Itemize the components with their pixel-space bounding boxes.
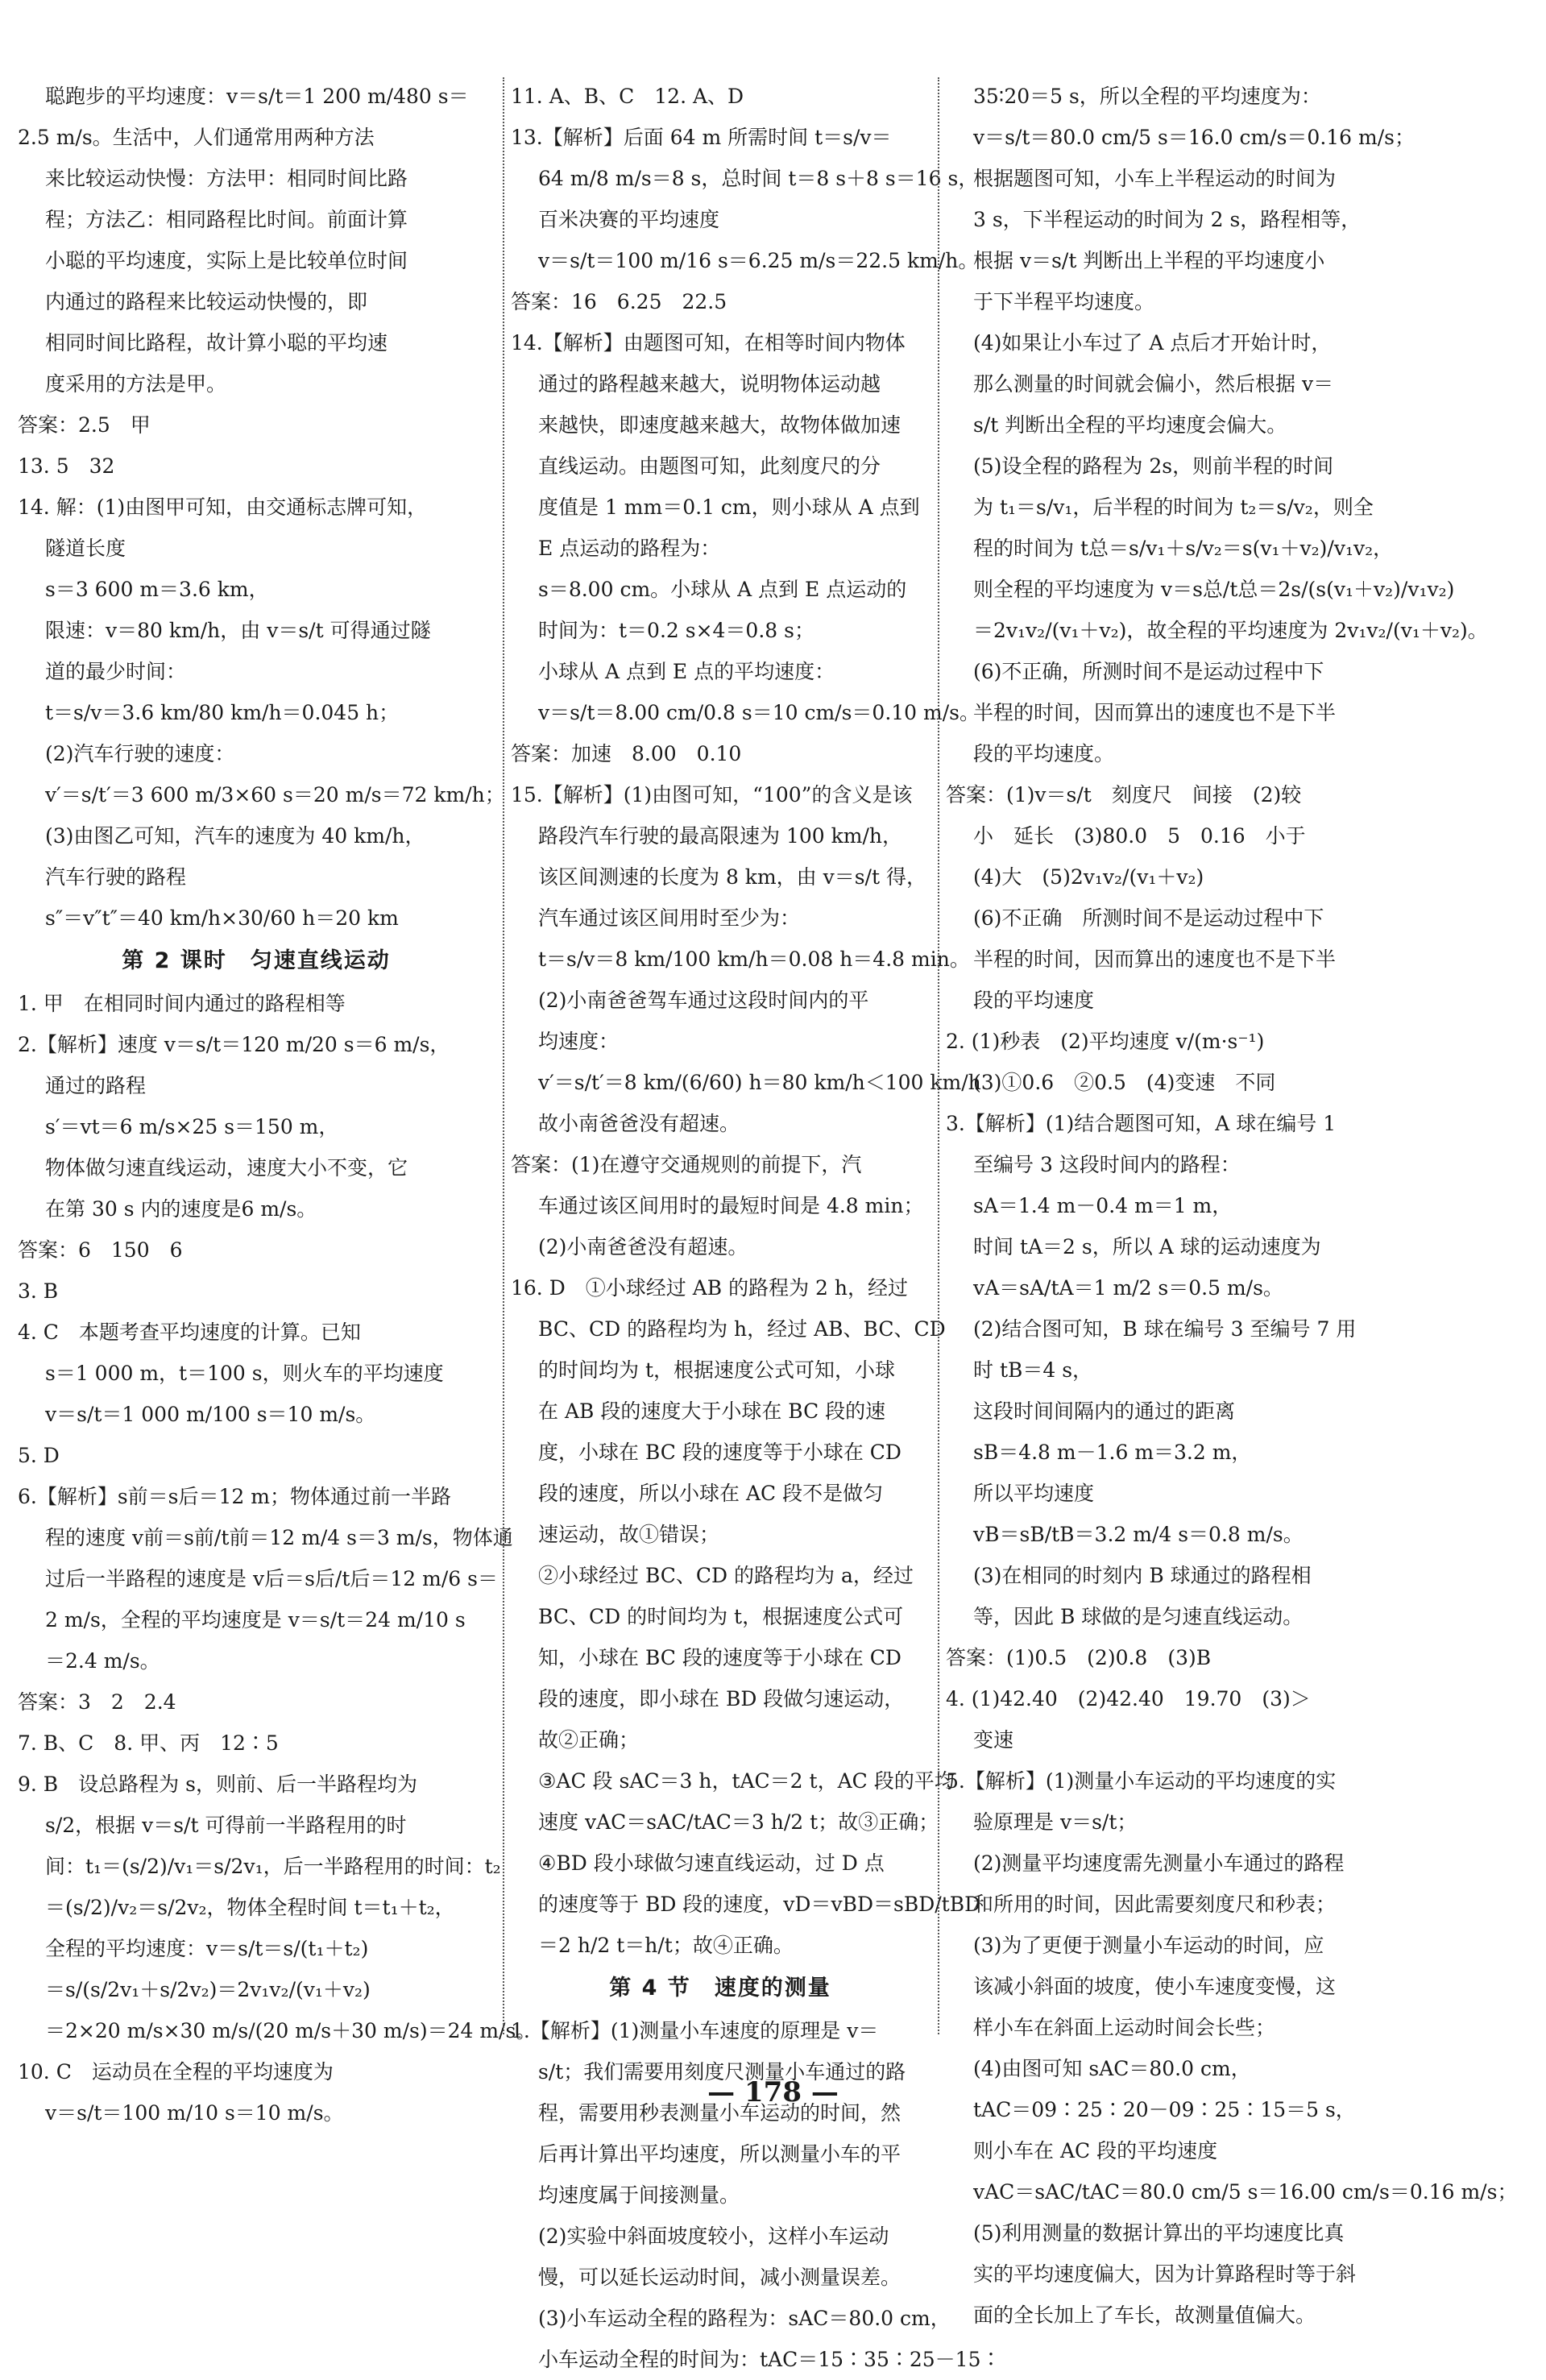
- text-line: 车通过该区间用时的最短时间是 4.8 min；: [538, 1194, 924, 1217]
- text-line: 相同时间比路程，故计算小聪的平均速: [45, 331, 388, 355]
- text-line: t＝s/v＝8 km/100 km/h＝0.08 h＝4.8 min。: [538, 947, 970, 971]
- page-number: — 178 —: [707, 2076, 839, 2108]
- text-line: 实的平均速度偏大，因为计算路程时等于斜: [973, 2262, 1357, 2286]
- text-line: vAC＝sAC/tAC＝80.0 cm/5 s＝16.00 cm/s＝0.16 m/s；: [973, 2180, 1518, 2204]
- text-line: s＝1 000 m，t＝100 s，则火车的平均速度: [45, 1362, 444, 1385]
- text-line: v＝s/t＝1 000 m/100 s＝10 m/s。: [45, 1403, 376, 1426]
- answer-line: 答案：(1)0.5 (2)0.8 (3)B: [946, 1646, 1212, 1669]
- text-line: 路段汽车行驶的最高限速为 100 km/h，: [538, 824, 902, 848]
- text-line: 程的时间为 t总＝s/v₁＋s/v₂＝s(v₁＋v₂)/v₁v₂，: [973, 537, 1394, 560]
- text-line: tAC＝09∶25∶20－09∶25∶15＝5 s，: [973, 2098, 1356, 2121]
- text-line: 10. C 运动员在全程的平均速度为: [18, 2060, 334, 2084]
- answer-line: 答案：3 2 2.4: [18, 1690, 176, 1714]
- text-line: v＝s/t＝8.00 cm/0.8 s＝10 cm/s＝0.10 m/s。: [538, 701, 980, 724]
- text-line: 该减小斜面的坡度，使小车速度变慢，这: [973, 1975, 1337, 1998]
- text-line: 根据题图可知，小车上半程运动的时间为: [973, 167, 1337, 190]
- text-line: 汽车行驶的路程: [45, 865, 187, 889]
- section-heading: 第 4 节 速度的测量: [609, 1976, 831, 2001]
- text-line: 的时间均为 t，根据速度公式可知，小球: [538, 1358, 895, 1382]
- text-line: 的速度等于 BD 段的速度，vD＝vBD＝sBD/tBD: [538, 1893, 981, 1916]
- text-line: 64 m/8 m/s＝8 s，总时间 t＝8 s＋8 s＝16 s，: [538, 167, 979, 190]
- text-line: 百米决赛的平均速度: [538, 208, 720, 231]
- text-line: 根据 v＝s/t 判断出上半程的平均速度小: [973, 249, 1325, 272]
- text-line: 段的平均速度: [973, 989, 1095, 1012]
- text-line: v＝s/t＝100 m/16 s＝6.25 m/s＝22.5 km/h。: [538, 249, 979, 272]
- text-line: s′＝vt＝6 m/s×25 s＝150 m，: [45, 1115, 339, 1138]
- text-line: (5)设全程的路程为 2s，则前半程的时间: [973, 454, 1334, 478]
- text-line: 聪跑步的平均速度：v＝s/t＝1 200 m/480 s＝: [45, 85, 469, 108]
- text-line: 慢，可以延长运动时间，减小测量误差。: [538, 2266, 901, 2289]
- text-line: 9. B 设总路程为 s，则前、后一半路程均为: [18, 1773, 417, 1796]
- answer-line: 答案：16 6.25 22.5: [511, 290, 727, 313]
- text-line: (4)大 (5)2v₁v₂/(v₁＋v₂): [973, 865, 1204, 889]
- text-line: 13. 5 32: [18, 454, 115, 478]
- text-line: 在第 30 s 内的速度是6 m/s。: [45, 1197, 317, 1221]
- text-line: 35∶20＝5 s，所以全程的平均速度为：: [973, 85, 1321, 108]
- text-line: 验原理是 v＝s/t；: [973, 1810, 1138, 1834]
- text-line: v＝s/t＝100 m/10 s＝10 m/s。: [45, 2101, 344, 2125]
- text-line: (4)如果让小车过了 A 点后才开始计时，: [973, 331, 1332, 355]
- text-line: (6)不正确 所测时间不是运动过程中下: [973, 906, 1324, 930]
- text-line: (2)小南爸爸驾车通过这段时间内的平: [538, 989, 869, 1012]
- text-line: 知，小球在 BC 段的速度等于小球在 CD: [538, 1646, 901, 1669]
- text-line: 程；方法乙：相同路程比时间。前面计算: [45, 208, 408, 231]
- text-line: 时 tB＝4 s，: [973, 1358, 1093, 1382]
- text-line: 面的全长加上了车长，故测量值偏大。: [973, 2303, 1316, 2327]
- text-line: 13.【解析】后面 64 m 所需时间 t＝s/v＝: [511, 126, 892, 149]
- text-line: (3)由图乙可知，汽车的速度为 40 km/h，: [45, 824, 425, 848]
- text-line: 4. (1)42.40 (2)42.40 19.70 (3)＞: [946, 1687, 1311, 1710]
- text-line: 时间 tA＝2 s，所以 A 球的运动速度为: [973, 1235, 1321, 1258]
- text-line: 度，小球在 BC 段的速度等于小球在 CD: [538, 1441, 901, 1464]
- answer-line: 答案：(1)v＝s/t 刻度尺 间接 (2)较: [946, 783, 1302, 806]
- text-line: 5.【解析】(1)测量小车运动的平均速度的实: [946, 1769, 1337, 1793]
- text-line: 汽车通过该区间用时至少为：: [538, 906, 801, 930]
- text-line: BC、CD 的时间均为 t，根据速度公式可: [538, 1605, 904, 1628]
- text-line: (3)在相同的时刻内 B 球通过的路程相: [973, 1564, 1312, 1587]
- text-line: sB＝4.8 m－1.6 m＝3.2 m，: [973, 1441, 1252, 1464]
- text-line: E 点运动的路程为：: [538, 537, 721, 560]
- column-divider: [503, 77, 504, 2034]
- text-line: 段的速度，所以小球在 AC 段不是做匀: [538, 1482, 884, 1505]
- text-line: 速度 vAC＝sAC/tAC＝3 h/2 t；故③正确；: [538, 1810, 939, 1834]
- text-line: 3.【解析】(1)结合题图可知，A 球在编号 1: [946, 1112, 1337, 1135]
- text-line: 道的最少时间：: [45, 660, 187, 683]
- text-line: 内通过的路程来比较运动快慢的，即: [45, 290, 368, 313]
- text-line: t＝s/v＝3.6 km/80 km/h＝0.045 h；: [45, 701, 400, 724]
- text-line: 和所用的时间，因此需要刻度尺和秒表；: [973, 1893, 1337, 1916]
- text-line: 2.【解析】速度 v＝s/t＝120 m/20 s＝6 m/s，: [18, 1033, 450, 1056]
- text-line: s/t；我们需要用刻度尺测量小车通过的路: [538, 2060, 906, 2084]
- text-line: 半程的时间，因而算出的速度也不是下半: [973, 701, 1337, 724]
- text-line: 6.【解析】s前＝s后＝12 m；物体通过前一半路: [18, 1485, 451, 1508]
- text-line: 14. 解：(1)由图甲可知，由交通标志牌可知，: [18, 495, 428, 519]
- text-line: (2)结合图可知，B 球在编号 3 至编号 7 用: [973, 1317, 1357, 1341]
- text-line: ＝2.4 m/s。: [45, 1649, 160, 1673]
- text-line: ＝2×20 m/s×30 m/s/(20 m/s＋30 m/s)＝24 m/s。: [45, 2019, 537, 2042]
- text-line: 小聪的平均速度，实际上是比较单位时间: [45, 249, 408, 272]
- text-line: 至编号 3 这段时间内的路程：: [973, 1153, 1241, 1176]
- text-line: s＝8.00 cm。小球从 A 点到 E 点运动的: [538, 578, 907, 601]
- text-line: 小球从 A 点到 E 点的平均速度：: [538, 660, 835, 683]
- text-line: (3)为了更便于测量小车运动的时间，应: [973, 1934, 1324, 1957]
- text-line: s″＝v″t″＝40 km/h×30/60 h＝20 km: [45, 906, 399, 930]
- text-line: 于下半程平均速度。: [973, 290, 1155, 313]
- text-line: 直线运动。由题图可知，此刻度尺的分: [538, 454, 881, 478]
- text-line: 为 t₁＝s/v₁，后半程的时间为 t₂＝s/v₂，则全: [973, 495, 1374, 519]
- text-line: ＝(s/2)/v₂＝s/2v₂，物体全程时间 t＝t₁＋t₂，: [45, 1896, 455, 1919]
- text-line: 14.【解析】由题图可知，在相等时间内物体: [511, 331, 906, 355]
- text-line: 段的速度，即小球在 BD 段做匀速运动，: [538, 1687, 905, 1710]
- text-line: 在 AB 段的速度大于小球在 BC 段的速: [538, 1399, 886, 1423]
- text-line: ＝2v₁v₂/(v₁＋v₂)，故全程的平均速度为 2v₁v₂/(v₁＋v₂)。: [973, 619, 1488, 642]
- text-line: 均速度：: [538, 1030, 620, 1053]
- text-line: 则小车在 AC 段的平均速度: [973, 2139, 1218, 2162]
- text-line: 均速度属于间接测量。: [538, 2183, 740, 2207]
- text-line: v′＝s/t′＝3 600 m/3×60 s＝20 m/s＝72 km/h；: [45, 783, 505, 806]
- text-line: 半程的时间，因而算出的速度也不是下半: [973, 947, 1337, 971]
- text-line: 通过的路程: [45, 1074, 147, 1097]
- text-line: 小车运动全程的时间为：tAC＝15∶35∶25－15∶: [538, 2348, 1001, 2371]
- text-line: s＝3 600 m＝3.6 km，: [45, 578, 269, 601]
- text-line: (5)利用测量的数据计算出的平均速度比真: [973, 2221, 1345, 2245]
- answer-line: 答案：加速 8.00 0.10: [511, 742, 742, 765]
- column-right: [946, 76, 1518, 2327]
- text-line: 时间为：t＝0.2 s×4＝0.8 s；: [538, 619, 814, 642]
- text-line: 那么测量的时间就会偏小，然后根据 v＝: [973, 372, 1334, 396]
- text-line: 11. A、B、C 12. A、D: [511, 85, 744, 108]
- text-line: 过后一半路程的速度是 v后＝s后/t后＝12 m/6 s＝: [45, 1567, 498, 1590]
- text-line: 2. (1)秒表 (2)平均速度 v/(m·s⁻¹): [946, 1030, 1265, 1053]
- text-line: 2.5 m/s。生活中，人们通常用两种方法: [18, 126, 375, 149]
- text-line: 样小车在斜面上运动时间会长些；: [973, 2016, 1276, 2039]
- text-line: 这段时间间隔内的通过的距离: [973, 1399, 1236, 1423]
- text-line: sA＝1.4 m－0.4 m＝1 m，: [973, 1194, 1233, 1217]
- text-line: v＝s/t＝80.0 cm/5 s＝16.0 cm/s＝0.16 m/s；: [973, 126, 1415, 149]
- text-line: vB＝sB/tB＝3.2 m/4 s＝0.8 m/s。: [973, 1523, 1304, 1546]
- text-line: 后再计算出平均速度，所以测量小车的平: [538, 2142, 901, 2166]
- text-line: 间：t₁＝(s/2)/v₁＝s/2v₁，后一半路程用的时间：t₂: [45, 1855, 501, 1878]
- text-line: (3)小车运动全程的路程为：sAC＝80.0 cm，: [538, 2307, 951, 2330]
- answer-line: 答案：6 150 6: [18, 1238, 183, 1262]
- text-line: vA＝sA/tA＝1 m/2 s＝0.5 m/s。: [973, 1276, 1283, 1300]
- text-line: 段的平均速度。: [973, 742, 1115, 765]
- text-line: ③AC 段 sAC＝3 h，tAC＝2 t，AC 段的平均: [538, 1769, 955, 1793]
- text-line: s/t 判断出全程的平均速度会偏大。: [973, 413, 1287, 437]
- text-line: 小 延长 (3)80.0 5 0.16 小于: [973, 824, 1306, 848]
- text-line: BC、CD 的路程均为 h，经过 AB、BC、CD: [538, 1317, 946, 1341]
- text-line: ④BD 段小球做匀速直线运动，过 D 点: [538, 1851, 885, 1875]
- text-line: 1.【解析】(1)测量小车速度的原理是 v＝: [511, 2019, 879, 2042]
- text-line: 限速：v＝80 km/h，由 v＝s/t 可得通过隧: [45, 619, 431, 642]
- section-heading: 第 2 课时 匀速直线运动: [122, 948, 391, 973]
- text-line: (2)汽车行驶的速度：: [45, 742, 235, 765]
- text-line: 变速: [973, 1728, 1014, 1752]
- text-line: 该区间测速的长度为 8 km，由 v＝s/t 得，: [538, 865, 926, 889]
- text-line: 3. B: [18, 1279, 59, 1303]
- text-line: 所以平均速度: [973, 1482, 1095, 1505]
- text-line: 15.【解析】(1)由图可知，“100”的含义是该: [511, 783, 913, 806]
- text-line: 通过的路程越来越大，说明物体运动越: [538, 372, 881, 396]
- column-divider: [938, 77, 939, 2034]
- text-line: (4)由图可知 sAC＝80.0 cm，: [973, 2057, 1251, 2080]
- text-line: 物体做匀速直线运动，速度大小不变，它: [45, 1156, 408, 1180]
- text-line: (2)小南爸爸没有超速。: [538, 1235, 748, 1258]
- text-line: (2)实验中斜面坡度较小，这样小车运动: [538, 2225, 889, 2248]
- answer-line: 答案：(1)在遵守交通规则的前提下，汽: [511, 1153, 862, 1176]
- text-line: ＝2 h/2 t＝h/t；故④正确。: [538, 1934, 794, 1957]
- text-line: 16. D ①小球经过 AB 的路程为 2 h，经过: [511, 1276, 908, 1300]
- text-line: 4. C 本题考查平均速度的计算。已知: [18, 1321, 361, 1344]
- text-line: 来比较运动快慢：方法甲：相同时间比路: [45, 167, 408, 190]
- text-line: (2)测量平均速度需先测量小车通过的路程: [973, 1851, 1345, 1875]
- text-line: 隧道长度: [45, 537, 126, 560]
- text-line: 速运动，故①错误；: [538, 1523, 720, 1546]
- text-line: 度值是 1 mm＝0.1 cm，则小球从 A 点到: [538, 495, 920, 519]
- text-line: ②小球经过 BC、CD 的路程均为 a，经过: [538, 1564, 914, 1587]
- text-line: 7. B、C 8. 甲、丙 12∶5: [18, 1731, 279, 1755]
- text-line: 度采用的方法是甲。: [45, 372, 227, 396]
- text-line: ＝s/(s/2v₁＋s/2v₂)＝2v₁v₂/(v₁＋v₂): [45, 1978, 371, 2001]
- text-line: 来越快，即速度越来越大，故物体做加速: [538, 413, 901, 437]
- text-line: 故小南爸爸没有超速。: [538, 1112, 740, 1135]
- text-line: (6)不正确，所测时间不是运动过程中下: [973, 660, 1324, 683]
- text-line: s/2，根据 v＝s/t 可得前一半路程用的时: [45, 1814, 407, 1837]
- text-line: 则全程的平均速度为 v＝s总/t总＝2s/(s(v₁＋v₂)/v₁v₂): [973, 578, 1455, 601]
- text-line: 等，因此 B 球做的是匀速直线运动。: [973, 1605, 1304, 1628]
- text-line: 程的速度 v前＝s前/t前＝12 m/4 s＝3 m/s，物体通: [45, 1526, 513, 1549]
- answer-line: 答案：2.5 甲: [18, 413, 151, 437]
- text-line: 1. 甲 在相同时间内通过的路程相等: [18, 992, 346, 1015]
- text-line: 3 s，下半程运动的时间为 2 s，路程相等，: [973, 208, 1362, 231]
- text-line: 程，需要用秒表测量小车运动的时间，然: [538, 2101, 901, 2125]
- text-line: 故②正确；: [538, 1728, 640, 1752]
- text-line: v′＝s/t′＝8 km/(6/60) h＝80 km/h＜100 km/h: [538, 1071, 981, 1094]
- text-line: 5. D: [18, 1444, 60, 1467]
- column-left: [18, 76, 537, 2125]
- text-line: (3)①0.6 ②0.5 (4)变速 不同: [973, 1071, 1276, 1094]
- text-line: 全程的平均速度：v＝s/t＝s/(t₁＋t₂): [45, 1937, 369, 1960]
- text-line: 2 m/s，全程的平均速度是 v＝s/t＝24 m/10 s: [45, 1608, 466, 1632]
